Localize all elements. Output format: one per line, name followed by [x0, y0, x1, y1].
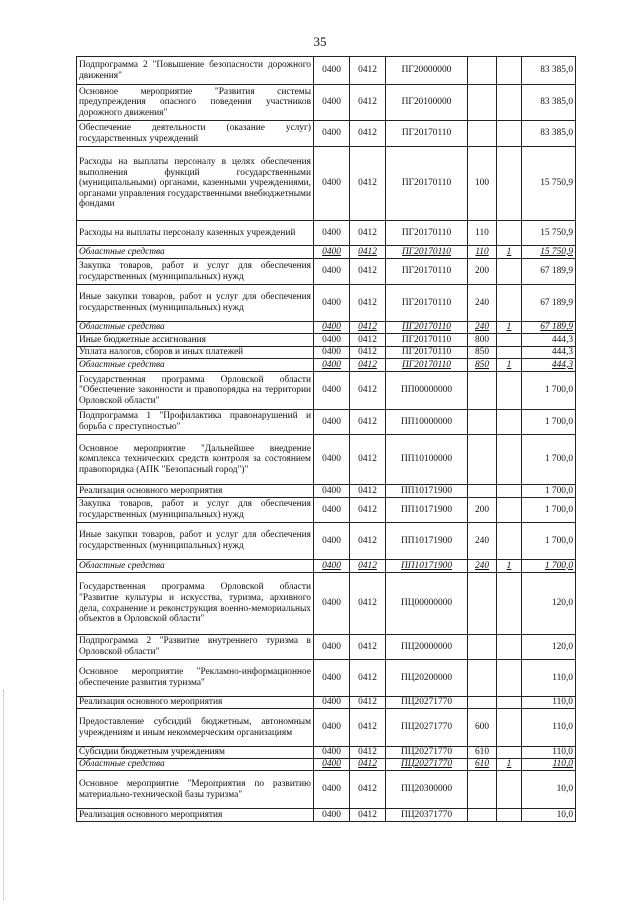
- funding-source-code-cell: [497, 147, 522, 221]
- table-row: [77, 410, 576, 435]
- amount-cell: 67 189,9: [522, 285, 576, 322]
- target-article-code-cell: ПГ20170110: [386, 359, 468, 372]
- amount-cell: 444,3: [522, 347, 576, 359]
- target-article-code-cell: ПЦ20271770: [386, 759, 468, 771]
- amount-cell: 10,0: [522, 809, 576, 822]
- table-row: [77, 485, 576, 498]
- expense-type-code-cell: 850: [468, 347, 497, 359]
- funding-source-code-cell: [497, 635, 522, 660]
- subsection-code-cell: 0412: [350, 347, 386, 359]
- funding-source-code-cell: [497, 498, 522, 523]
- subsection-code-cell: 0412: [350, 660, 386, 697]
- table-row: [77, 334, 576, 347]
- amount-cell: 444,3: [522, 334, 576, 347]
- target-article-code-cell: ПЦ20271770: [386, 747, 468, 759]
- row-name-cell: Расходы на выплаты персоналу казенных учреждений: [77, 221, 314, 246]
- amount-cell: 110,0: [522, 660, 576, 697]
- subsection-code-cell: 0412: [350, 85, 386, 121]
- section-code-cell: 0400: [314, 523, 350, 560]
- funding-source-code-cell: [497, 57, 522, 85]
- section-code-cell: 0400: [314, 285, 350, 322]
- row-name-cell: Областные средства: [77, 359, 314, 372]
- section-code-cell: 0400: [314, 334, 350, 347]
- expense-type-code-cell: 600: [468, 709, 497, 747]
- target-article-code-cell: ПЦ20371770: [386, 809, 468, 822]
- budget-table-body: [77, 57, 576, 822]
- expense-type-code-cell: 610: [468, 747, 497, 759]
- section-code-cell: 0400: [314, 485, 350, 498]
- funding-source-code-cell: [497, 809, 522, 822]
- expense-type-code-cell: 100: [468, 147, 497, 221]
- section-code-cell: 0400: [314, 372, 350, 410]
- target-article-code-cell: ПГ20170110: [386, 322, 468, 334]
- table-row: [77, 372, 576, 410]
- expense-type-code-cell: 200: [468, 259, 497, 285]
- target-article-code-cell: ПП00000000: [386, 372, 468, 410]
- expense-type-code-cell: [468, 372, 497, 410]
- table-row: [77, 435, 576, 485]
- table-row: [77, 498, 576, 523]
- funding-source-code-cell: [497, 347, 522, 359]
- expense-type-code-cell: [468, 660, 497, 697]
- table-row: [77, 259, 576, 285]
- funding-source-code-cell: [497, 485, 522, 498]
- section-code-cell: 0400: [314, 435, 350, 485]
- funding-source-code-cell: [497, 771, 522, 809]
- table-row: [77, 660, 576, 697]
- row-name-cell: Основное мероприятие "Рекламно-информационное обеспечение развития туризма": [77, 660, 314, 697]
- table-row: [77, 347, 576, 359]
- funding-source-code-cell: [497, 372, 522, 410]
- subsection-code-cell: 0412: [350, 523, 386, 560]
- section-code-cell: 0400: [314, 771, 350, 809]
- amount-cell: 1 700,0: [522, 523, 576, 560]
- target-article-code-cell: ПП10171900: [386, 485, 468, 498]
- subsection-code-cell: 0412: [350, 771, 386, 809]
- row-name-cell: Закупка товаров, работ и услуг для обеспечения государственных (муниципальных) нужд: [77, 498, 314, 523]
- table-row: [77, 759, 576, 771]
- target-article-code-cell: ПЦ20200000: [386, 660, 468, 697]
- amount-cell: 15 750,9: [522, 221, 576, 246]
- amount-cell: 444,3: [522, 359, 576, 372]
- target-article-code-cell: ПГ20170110: [386, 347, 468, 359]
- table-row: [77, 85, 576, 121]
- amount-cell: 67 189,9: [522, 322, 576, 334]
- subsection-code-cell: 0412: [350, 57, 386, 85]
- section-code-cell: 0400: [314, 809, 350, 822]
- row-name-cell: Уплата налогов, сборов и иных платежей: [77, 347, 314, 359]
- subsection-code-cell: 0412: [350, 372, 386, 410]
- subsection-code-cell: 0412: [350, 410, 386, 435]
- subsection-code-cell: 0412: [350, 709, 386, 747]
- row-name-cell: Иные закупки товаров, работ и услуг для обеспечения государственных (муниципальных) нужд: [77, 523, 314, 560]
- expense-type-code-cell: 110: [468, 221, 497, 246]
- table-row: [77, 697, 576, 709]
- row-name-cell: Областные средства: [77, 246, 314, 259]
- subsection-code-cell: 0412: [350, 147, 386, 221]
- section-code-cell: 0400: [314, 221, 350, 246]
- page-number: 35: [313, 34, 327, 49]
- section-code-cell: 0400: [314, 121, 350, 147]
- row-name-cell: Субсидии бюджетным учреждениям: [77, 747, 314, 759]
- funding-source-code-cell: [497, 435, 522, 485]
- subsection-code-cell: 0412: [350, 697, 386, 709]
- subsection-code-cell: 0412: [350, 246, 386, 259]
- amount-cell: 83 385,0: [522, 121, 576, 147]
- funding-source-code-cell: [497, 221, 522, 246]
- margin-scan-marks: [3, 690, 10, 900]
- target-article-code-cell: ПГ20170110: [386, 121, 468, 147]
- section-code-cell: 0400: [314, 259, 350, 285]
- row-name-cell: Предоставление субсидий бюджетным, автономным учреждениям и иным некоммерческим организациям: [77, 709, 314, 747]
- expense-type-code-cell: [468, 809, 497, 822]
- expense-type-code-cell: 110: [468, 246, 497, 259]
- section-code-cell: 0400: [314, 410, 350, 435]
- section-code-cell: 0400: [314, 573, 350, 635]
- amount-cell: 120,0: [522, 573, 576, 635]
- funding-source-code-cell: 1: [497, 359, 522, 372]
- table-row: [77, 246, 576, 259]
- amount-cell: 15 750,9: [522, 246, 576, 259]
- subsection-code-cell: 0412: [350, 259, 386, 285]
- amount-cell: 1 700,0: [522, 435, 576, 485]
- amount-cell: 83 385,0: [522, 85, 576, 121]
- table-row: [77, 147, 576, 221]
- target-article-code-cell: ПП10171900: [386, 498, 468, 523]
- funding-source-code-cell: [497, 121, 522, 147]
- section-code-cell: 0400: [314, 697, 350, 709]
- section-code-cell: 0400: [314, 747, 350, 759]
- subsection-code-cell: 0412: [350, 809, 386, 822]
- budget-table: [76, 56, 576, 822]
- table-row: [77, 771, 576, 809]
- target-article-code-cell: ПГ20170110: [386, 246, 468, 259]
- subsection-code-cell: 0412: [350, 573, 386, 635]
- target-article-code-cell: ПЦ20300000: [386, 771, 468, 809]
- table-row: [77, 560, 576, 573]
- section-code-cell: 0400: [314, 147, 350, 221]
- expense-type-code-cell: [468, 573, 497, 635]
- funding-source-code-cell: [497, 660, 522, 697]
- target-article-code-cell: ПП10171900: [386, 560, 468, 573]
- target-article-code-cell: ПЦ00000000: [386, 573, 468, 635]
- expense-type-code-cell: 610: [468, 759, 497, 771]
- table-row: [77, 635, 576, 660]
- target-article-code-cell: ПГ20170110: [386, 221, 468, 246]
- funding-source-code-cell: [497, 285, 522, 322]
- section-code-cell: 0400: [314, 85, 350, 121]
- table-row: [77, 523, 576, 560]
- target-article-code-cell: ПГ20170110: [386, 334, 468, 347]
- amount-cell: 10,0: [522, 771, 576, 809]
- row-name-cell: Реализация основного мероприятия: [77, 809, 314, 822]
- section-code-cell: 0400: [314, 498, 350, 523]
- expense-type-code-cell: 240: [468, 285, 497, 322]
- row-name-cell: Областные средства: [77, 322, 314, 334]
- table-row: [77, 322, 576, 334]
- subsection-code-cell: 0412: [350, 498, 386, 523]
- amount-cell: 1 700,0: [522, 498, 576, 523]
- row-name-cell: Основное мероприятие "Мероприятия по развитию материально-технической базы туризма": [77, 771, 314, 809]
- subsection-code-cell: 0412: [350, 435, 386, 485]
- section-code-cell: 0400: [314, 635, 350, 660]
- amount-cell: 83 385,0: [522, 57, 576, 85]
- expense-type-code-cell: 240: [468, 560, 497, 573]
- funding-source-code-cell: 1: [497, 246, 522, 259]
- subsection-code-cell: 0412: [350, 560, 386, 573]
- amount-cell: 1 700,0: [522, 410, 576, 435]
- row-name-cell: Подпрограмма 2 "Повышение безопасности дорожного движения": [77, 57, 314, 85]
- amount-cell: 15 750,9: [522, 147, 576, 221]
- table-row: [77, 709, 576, 747]
- expense-type-code-cell: [468, 121, 497, 147]
- row-name-cell: Расходы на выплаты персоналу в целях обеспечения выполнения функций государственными (муниципальными) органами, казенными учреждениями, органами управления государственными внебюджетными фондами: [77, 147, 314, 221]
- subsection-code-cell: 0412: [350, 322, 386, 334]
- target-article-code-cell: ПП10000000: [386, 410, 468, 435]
- funding-source-code-cell: [497, 334, 522, 347]
- table-row: [77, 221, 576, 246]
- table-row: [77, 747, 576, 759]
- target-article-code-cell: ПП10100000: [386, 435, 468, 485]
- funding-source-code-cell: [497, 259, 522, 285]
- target-article-code-cell: ПГ20170110: [386, 259, 468, 285]
- table-row: [77, 809, 576, 822]
- amount-cell: 1 700,0: [522, 485, 576, 498]
- funding-source-code-cell: [497, 573, 522, 635]
- row-name-cell: Подпрограмма 1 "Профилактика правонарушений и борьба с преступностью": [77, 410, 314, 435]
- expense-type-code-cell: 200: [468, 498, 497, 523]
- row-name-cell: Подпрограмма 2 "Развитие внутреннего туризма в Орловской области": [77, 635, 314, 660]
- amount-cell: 67 189,9: [522, 259, 576, 285]
- row-name-cell: Реализация основного мероприятия: [77, 485, 314, 498]
- funding-source-code-cell: [497, 697, 522, 709]
- section-code-cell: 0400: [314, 560, 350, 573]
- row-name-cell: Реализация основного мероприятия: [77, 697, 314, 709]
- table-row: [77, 121, 576, 147]
- row-name-cell: Закупка товаров, работ и услуг для обеспечения государственных (муниципальных) нужд: [77, 259, 314, 285]
- section-code-cell: 0400: [314, 359, 350, 372]
- expense-type-code-cell: [468, 85, 497, 121]
- funding-source-code-cell: 1: [497, 560, 522, 573]
- section-code-cell: 0400: [314, 246, 350, 259]
- section-code-cell: 0400: [314, 709, 350, 747]
- section-code-cell: 0400: [314, 57, 350, 85]
- row-name-cell: Областные средства: [77, 759, 314, 771]
- expense-type-code-cell: [468, 435, 497, 485]
- target-article-code-cell: ПГ20170110: [386, 285, 468, 322]
- subsection-code-cell: 0412: [350, 359, 386, 372]
- subsection-code-cell: 0412: [350, 334, 386, 347]
- target-article-code-cell: ПЦ20271770: [386, 697, 468, 709]
- row-name-cell: Государственная программа Орловской области "Развитие культуры и искусства, туризма, архивного дела, сохранение и реконструкция военно-мемориальных объектов в Орловской области": [77, 573, 314, 635]
- target-article-code-cell: ПГ20100000: [386, 85, 468, 121]
- expense-type-code-cell: [468, 410, 497, 435]
- row-name-cell: Областные средства: [77, 560, 314, 573]
- amount-cell: 110,0: [522, 709, 576, 747]
- subsection-code-cell: 0412: [350, 221, 386, 246]
- funding-source-code-cell: [497, 410, 522, 435]
- subsection-code-cell: 0412: [350, 121, 386, 147]
- row-name-cell: Государственная программа Орловской области "Обеспечение законности и правопорядка на территории Орловской области": [77, 372, 314, 410]
- expense-type-code-cell: 850: [468, 359, 497, 372]
- expense-type-code-cell: [468, 57, 497, 85]
- section-code-cell: 0400: [314, 322, 350, 334]
- subsection-code-cell: 0412: [350, 759, 386, 771]
- section-code-cell: 0400: [314, 759, 350, 771]
- funding-source-code-cell: 1: [497, 322, 522, 334]
- subsection-code-cell: 0412: [350, 635, 386, 660]
- row-name-cell: Обеспечение деятельности (оказание услуг) государственных учреждений: [77, 121, 314, 147]
- target-article-code-cell: ПЦ20271770: [386, 709, 468, 747]
- target-article-code-cell: ПГ20000000: [386, 57, 468, 85]
- funding-source-code-cell: [497, 85, 522, 121]
- funding-source-code-cell: [497, 709, 522, 747]
- subsection-code-cell: 0412: [350, 485, 386, 498]
- amount-cell: 110,0: [522, 759, 576, 771]
- expense-type-code-cell: 800: [468, 334, 497, 347]
- amount-cell: 1 700,0: [522, 560, 576, 573]
- target-article-code-cell: ПП10171900: [386, 523, 468, 560]
- target-article-code-cell: ПГ20170110: [386, 147, 468, 221]
- table-row: [77, 359, 576, 372]
- row-name-cell: Основное мероприятие "Развития системы предупреждения опасного поведения участников дорожного движения": [77, 85, 314, 121]
- subsection-code-cell: 0412: [350, 285, 386, 322]
- section-code-cell: 0400: [314, 660, 350, 697]
- subsection-code-cell: 0412: [350, 747, 386, 759]
- row-name-cell: Иные закупки товаров, работ и услуг для обеспечения государственных (муниципальных) нужд: [77, 285, 314, 322]
- expense-type-code-cell: [468, 635, 497, 660]
- amount-cell: 120,0: [522, 635, 576, 660]
- table-row: [77, 573, 576, 635]
- expense-type-code-cell: 240: [468, 523, 497, 560]
- amount-cell: 110,0: [522, 747, 576, 759]
- table-row: [77, 285, 576, 322]
- target-article-code-cell: ПЦ20000000: [386, 635, 468, 660]
- funding-source-code-cell: [497, 747, 522, 759]
- section-code-cell: 0400: [314, 347, 350, 359]
- amount-cell: 1 700,0: [522, 372, 576, 410]
- funding-source-code-cell: 1: [497, 759, 522, 771]
- expense-type-code-cell: [468, 697, 497, 709]
- expense-type-code-cell: [468, 771, 497, 809]
- row-name-cell: Иные бюджетные ассигнования: [77, 334, 314, 347]
- table-row: [77, 57, 576, 85]
- funding-source-code-cell: [497, 523, 522, 560]
- amount-cell: 110,0: [522, 697, 576, 709]
- row-name-cell: Основное мероприятие "Дальнейшее внедрение комплекса технических средств контроля за состоянием правопорядка (АПК "Безопасный город")": [77, 435, 314, 485]
- expense-type-code-cell: [468, 485, 497, 498]
- expense-type-code-cell: 240: [468, 322, 497, 334]
